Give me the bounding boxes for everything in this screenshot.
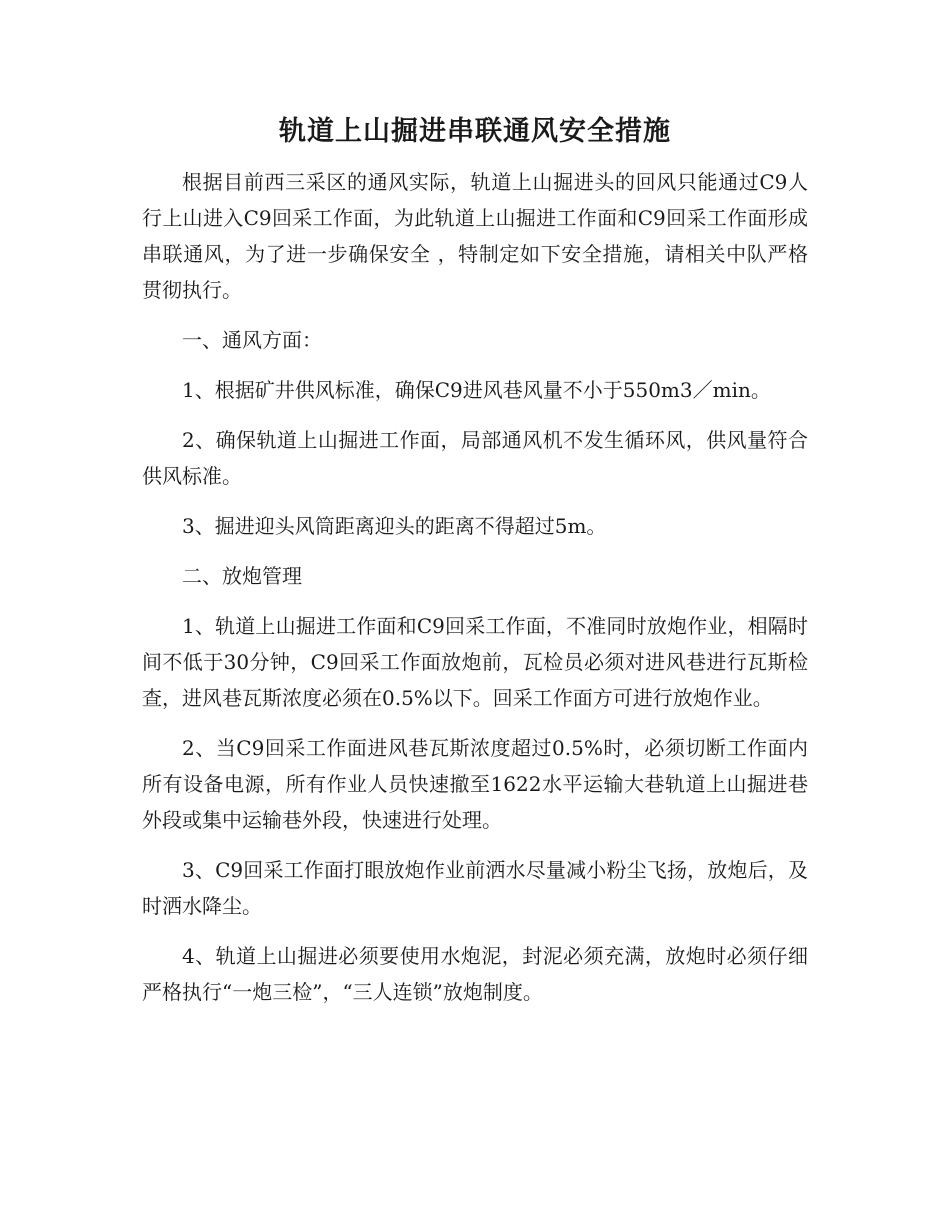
ventilation-item-2: 2、确保轨道上山掘进工作面，局部通风机不发生循环风，供风量符合供风标准。 bbox=[142, 428, 808, 488]
document-title: 轨道上山掘进串联通风安全措施 bbox=[279, 116, 671, 147]
ventilation-item-3: 3、掘进迎头风筒距离迎头的距离不得超过5m。 bbox=[182, 514, 607, 538]
section-heading-ventilation: 一、通风方面： bbox=[182, 328, 322, 352]
blasting-item-2: 2、当C9回采工作面进风巷瓦斯浓度超过0.5%时，必须切断工作面内所有设备电源，所有作业人员快速撤至1622水平运输大巷轨道上山掘进巷外段或集中运输巷外段，快速进行处理。 bbox=[142, 736, 808, 832]
ventilation-item-1: 1、根据矿井供风标准，确保C9进风巷风量不小于550m3／min。 bbox=[182, 378, 771, 402]
blasting-item-4: 4、轨道上山掘进必须要使用水炮泥，封泥必须充满，放炮时必须仔细严格执行“一炮三检”，“三人连锁”放炮制度。 bbox=[142, 944, 808, 1004]
blasting-item-3: 3、C9回采工作面打眼放炮作业前洒水尽量减小粉尘飞扬，放炮后，及时洒水降尘。 bbox=[142, 858, 808, 918]
section-heading-blasting: 二、放炮管理 bbox=[182, 564, 302, 588]
intro-paragraph: 根据目前西三采区的通风实际，轨道上山掘进头的回风只能通过C9人行上山进入C9回采工作面，为此轨道上山掘进工作面和C9回采工作面形成串联通风，为了进一步确保安全 ，特制定如下安全措施，请相关中队严格贯彻执行。 bbox=[142, 170, 808, 302]
document-body bbox=[142, 112, 808, 1024]
blasting-item-1: 1、轨道上山掘进工作面和C9回采工作面，不准同时放炮作业，相隔时间不低于30分钟，C9回采工作面放炮前，瓦检员必须对进风巷进行瓦斯检查，进风巷瓦斯浓度必须在0.5%以下。回采工作面方可进行放炮作业。 bbox=[142, 614, 808, 710]
